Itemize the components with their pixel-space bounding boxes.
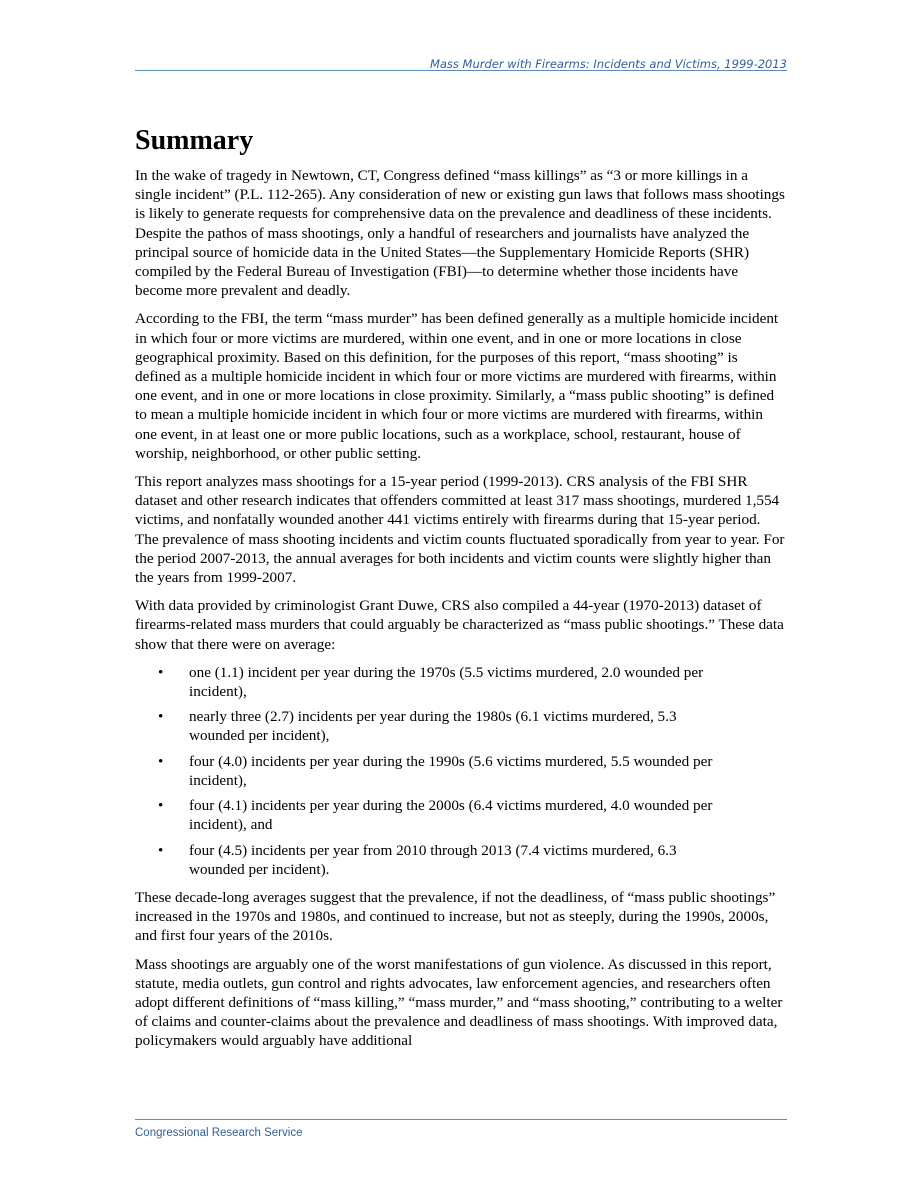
bullet-icon: • [158, 708, 164, 726]
footer-organization: Congressional Research Service [135, 1127, 303, 1139]
list-item-text: four (4.5) incidents per year from 2010 through 2013 (7.4 victims murdered, 6.3 wounded per incident). [189, 841, 677, 878]
page-footer [135, 1119, 787, 1141]
list-item-text: nearly three (2.7) incidents per year during the 1980s (6.1 victims murdered, 5.3 wounded per incident), [189, 708, 677, 745]
list-item [135, 752, 729, 790]
bullet-icon: • [158, 752, 164, 770]
list-item-text: one (1.1) incident per year during the 1970s (5.5 victims murdered, 2.0 wounded per incident), [189, 663, 704, 701]
list-item [135, 841, 729, 879]
paragraph: According to the FBI, the term “mass murder” has been defined generally as a multiple homicide incident in which four or more victims are murdered, within one event, and in one or more locations in close geographical proximity. Based on this definition, for the purposes of this report, “mass shooting” is defined as a multiple homicide incident in which four or more victims are murdered with firearms, within one event, and in one or more locations in close proximity. Similarly, a “mass public shooting” is defined to mean a multiple homicide incident in which four or more victims are murdered with firearms, within one event, in at least one or more public locations, such as a workplace, school, restaurant, house of worship, neighborhood, or other public setting. [135, 310, 779, 462]
paragraph: With data provided by criminologist Grant Duwe, CRS also compiled a 44-year (1970-2013) dataset of firearms-related mass murders that could arguably be characterized as “mass public shootings.” These data show that there were on average: [135, 597, 784, 653]
bullet-icon: • [158, 663, 164, 681]
page-header [135, 54, 787, 71]
section-title: Summary [135, 125, 254, 156]
running-title: Mass Murder with Firearms: Incidents and Victims, 1999-2013 [429, 57, 787, 71]
list-item [135, 663, 729, 701]
paragraph: Mass shootings are arguably one of the worst manifestations of gun violence. As discussed in this report, statute, media outlets, gun control and rights advocates, law enforcement agencies, and researchers often adopt different definitions of “mass killing,” “mass murder,” and “mass shooting,” contributing to a welter of claims and counter-claims about the prevalence and deadliness of mass shootings. With improved data, policymakers would arguably have additional [135, 955, 783, 1050]
bullet-icon: • [158, 841, 164, 859]
page-content [135, 124, 785, 1060]
averages-list [135, 663, 785, 879]
list-item [135, 707, 729, 745]
paragraph: In the wake of tragedy in Newtown, CT, Congress defined “mass killings” as “3 or more killings in a single incident” (P.L. 112-265). Any consideration of new or existing gun laws that follows mass shootings is likely to generate requests for comprehensive data on the prevalence and deadliness of these incidents. Despite the pathos of mass shootings, only a handful of researchers and journalists have analyzed the principal source of homicide data in the United States—the Supplementary Homicide Reports (SHR) compiled by the Federal Bureau of Investigation (FBI)—to determine whether those incidents have become more prevalent and deadly. [135, 167, 785, 300]
paragraph: This report analyzes mass shootings for a 15-year period (1999-2013). CRS analysis of the FBI SHR dataset and other research indicates that offenders committed at least 317 mass shootings, murdered 1,554 victims, and nonfatally wounded another 441 victims entirely with firearms during that 15-year period. The prevalence of mass shooting incidents and victim counts fluctuated sporadically from year to year. For the period 2007-2013, the annual averages for both incidents and victim counts were slightly higher than the years from 1999-2007. [135, 473, 785, 587]
list-item-text: four (4.1) incidents per year during the 2000s (6.4 victims murdered, 4.0 wounded per incident), and [189, 797, 713, 834]
list-item [135, 796, 729, 834]
list-item-text: four (4.0) incidents per year during the 1990s (5.6 victims murdered, 5.5 wounded per incident), [189, 752, 713, 789]
bullet-icon: • [158, 797, 164, 815]
paragraph: These decade-long averages suggest that the prevalence, if not the deadliness, of “mass public shootings” increased in the 1970s and 1980s, and continued to increase, but not as steeply, during the 1990s, 2000s, and first four years of the 2010s. [135, 888, 776, 945]
